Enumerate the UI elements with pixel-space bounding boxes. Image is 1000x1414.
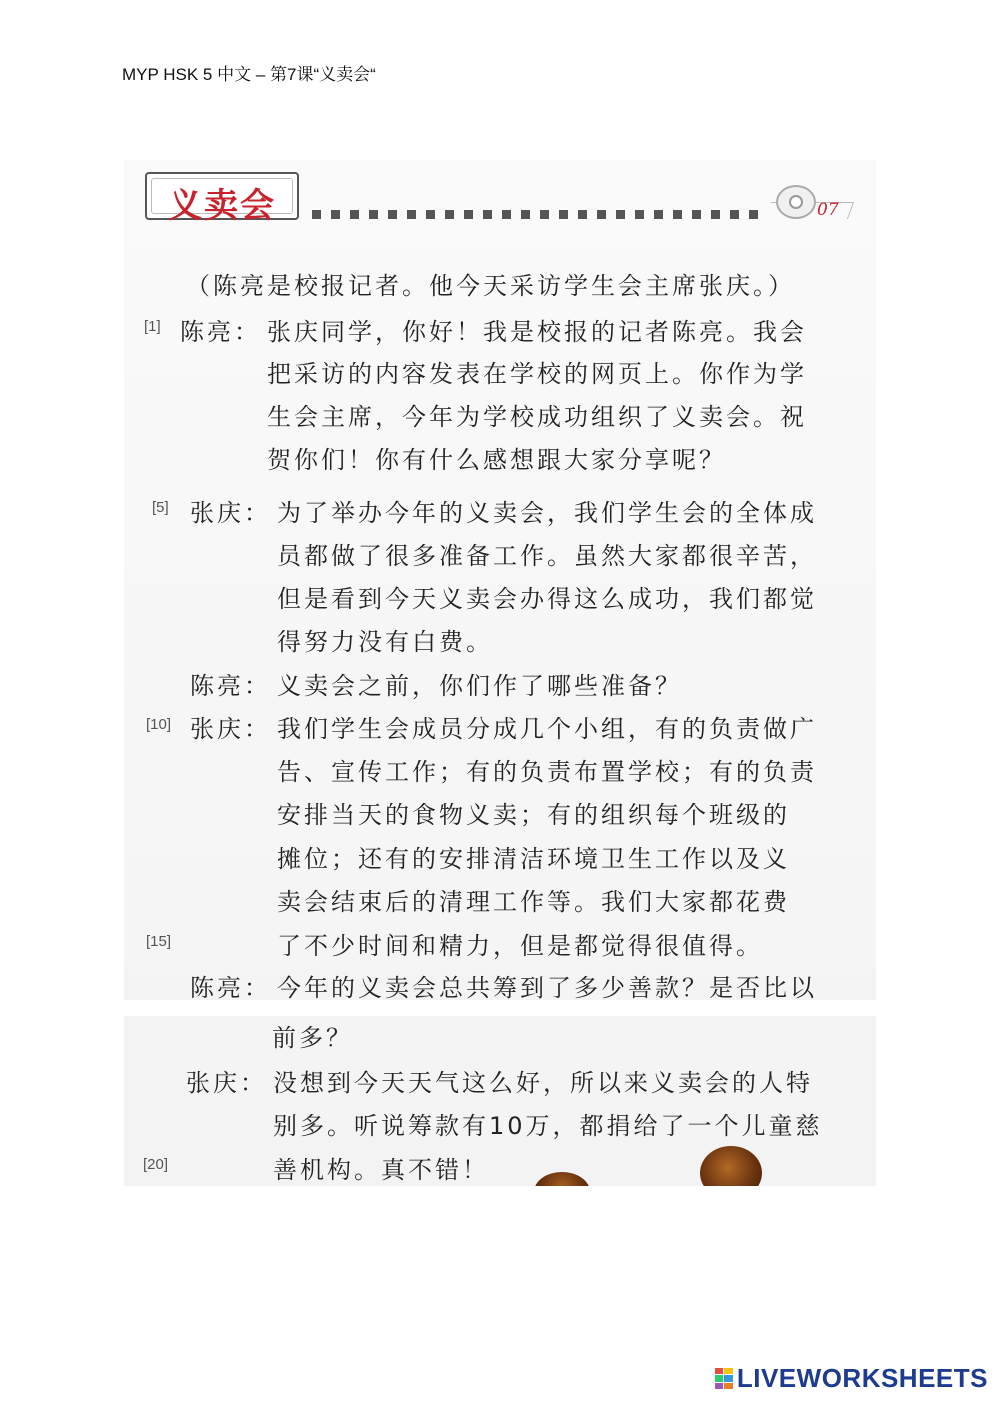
speaker-label: 张庆： [190, 715, 271, 743]
line-marker: [15] [146, 933, 172, 950]
dialogue-line: 了不少时间和精力，但是都觉得很值得。 [277, 932, 763, 960]
dialogue-line: 安排当天的食物义卖；有的组织每个班级的 [277, 801, 790, 829]
dialogue-line: 把采访的内容发表在学校的网页上。你作为学 [267, 360, 807, 388]
dialogue-line: 义卖会之前，你们作了哪些准备？ [277, 672, 682, 700]
intro-text: （陈亮是校报记者。他今天采访学生会主席张庆。） [186, 272, 795, 300]
dialogue-line: 卖会结束后的清理工作等。我们大家都花费 [277, 888, 790, 916]
dialogue-line: 但是看到今天义卖会办得这么成功，我们都觉 [277, 585, 817, 613]
dialogue-line: 前多？ [272, 1024, 353, 1052]
dotted-divider [312, 210, 762, 219]
lesson-title: 义卖会 [168, 186, 276, 226]
dialogue-line: 得努力没有白费。 [277, 628, 493, 656]
dialogue-line: 我们学生会成员分成几个小组，有的负责做广 [277, 715, 817, 743]
line-marker: [1] [144, 318, 161, 335]
logo-square [724, 1368, 733, 1375]
dialogue-line: 为了举办今年的义卖会，我们学生会的全体成 [277, 499, 817, 527]
liveworksheets-logo[interactable] [715, 1363, 988, 1394]
scan-bottom-edge [124, 1186, 876, 1246]
line-marker: [5] [152, 499, 169, 516]
page-header: MYP HSK 5 中文 – 第7课“义卖会“ [122, 65, 376, 84]
dialogue-line: 张庆同学，你好！我是校报的记者陈亮。我会 [267, 318, 807, 346]
speaker-label: 陈亮： [190, 974, 271, 1002]
footer-brand: LIVEWORKSHEETS [736, 1363, 988, 1393]
logo-square [724, 1383, 733, 1390]
dialogue-line: 员都做了很多准备工作。虽然大家都很辛苦， [277, 542, 817, 570]
dialogue-line: 摊位；还有的安排清洁环境卫生工作以及义 [277, 845, 790, 873]
line-marker: [10] [146, 716, 172, 733]
line-marker: [20] [143, 1156, 169, 1173]
logo-square [724, 1375, 733, 1382]
logo-square [715, 1383, 724, 1390]
dialogue-line: 今年的义卖会总共筹到了多少善款？是否比以 [277, 974, 817, 1002]
logo-squares-icon [715, 1368, 733, 1390]
dialogue-line: 贺你们！你有什么感想跟大家分享呢？ [267, 446, 726, 474]
lesson-title-box [145, 172, 299, 226]
logo-square [715, 1368, 724, 1375]
logo-square [715, 1375, 724, 1382]
dialogue-line: 没想到今天天气这么好，所以来义卖会的人特 [273, 1069, 813, 1097]
cd-disc-icon [776, 185, 816, 219]
speaker-label: 张庆： [186, 1069, 267, 1097]
dialogue-line: 告、宣传工作；有的负责布置学校；有的负责 [277, 758, 817, 786]
speaker-label: 张庆： [190, 499, 271, 527]
dialogue-line: 生会主席，今年为学校成功组织了义卖会。祝 [267, 403, 807, 431]
speaker-label: 陈亮： [180, 318, 261, 346]
lesson-number: 07 [817, 200, 839, 220]
dialogue-line: 别多。听说筹款有10万，都捐给了一个儿童慈 [273, 1112, 823, 1140]
dialogue-line: 善机构。真不错！ [273, 1156, 489, 1184]
speaker-label: 陈亮： [190, 672, 271, 700]
